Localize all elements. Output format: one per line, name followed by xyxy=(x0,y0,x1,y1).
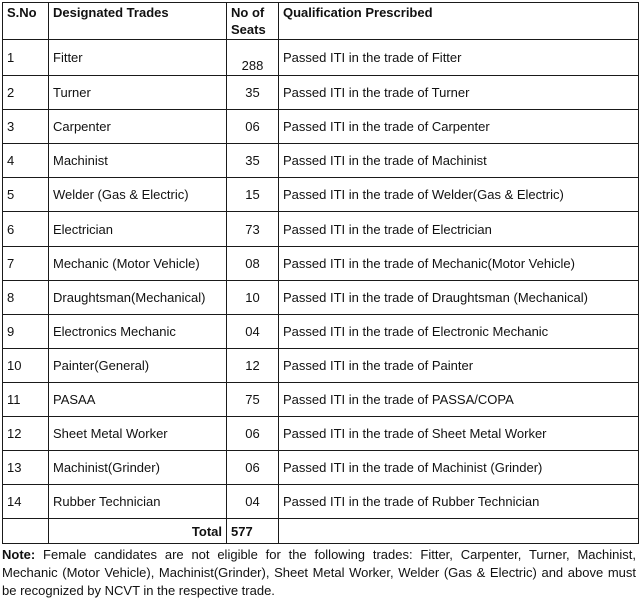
row-seats: 06 xyxy=(227,110,279,144)
row-trade: Rubber Technician xyxy=(49,485,227,519)
row-sno: 8 xyxy=(3,280,49,314)
header-qualification: Qualification Prescribed xyxy=(279,3,639,40)
row-qualification: Passed ITI in the trade of Welder(Gas & Electric) xyxy=(279,178,639,212)
row-seats: 06 xyxy=(227,417,279,451)
row-trade: Electronics Mechanic xyxy=(49,314,227,348)
table-row xyxy=(3,451,639,485)
table-row xyxy=(3,246,639,280)
table-row xyxy=(3,178,639,212)
row-trade: Machinist(Grinder) xyxy=(49,451,227,485)
row-sno: 3 xyxy=(3,110,49,144)
row-qualification: Passed ITI in the trade of Painter xyxy=(279,348,639,382)
total-label: Total xyxy=(49,519,227,544)
total-row xyxy=(3,519,639,544)
row-sno: 12 xyxy=(3,417,49,451)
row-sno: 2 xyxy=(3,76,49,110)
table-row xyxy=(3,144,639,178)
row-seats: 04 xyxy=(227,485,279,519)
row-qualification: Passed ITI in the trade of Rubber Technician xyxy=(279,485,639,519)
row-seats: 73 xyxy=(227,212,279,246)
note-text: Female candidates are not eligible for the following trades: Fitter, Carpenter, Turner, Machinist, Mechanic (Motor Vehicle), Machinist(Grinder), Sheet Metal Worker, Welder (Gas & Electric) and above must be recognized by NCVT in the respective trade. xyxy=(2,547,636,598)
table-row xyxy=(3,485,639,519)
table-row xyxy=(3,280,639,314)
row-seats: 08 xyxy=(227,246,279,280)
row-sno: 5 xyxy=(3,178,49,212)
row-seats: 75 xyxy=(227,382,279,416)
total-blank-cell xyxy=(3,519,49,544)
row-trade: Draughtsman(Mechanical) xyxy=(49,280,227,314)
row-sno: 11 xyxy=(3,382,49,416)
trades-table xyxy=(2,2,639,544)
table-row xyxy=(3,76,639,110)
row-qualification: Passed ITI in the trade of Electrician xyxy=(279,212,639,246)
row-trade: Welder (Gas & Electric) xyxy=(49,178,227,212)
row-qualification: Passed ITI in the trade of Sheet Metal Worker xyxy=(279,417,639,451)
row-sno: 4 xyxy=(3,144,49,178)
row-qualification: Passed ITI in the trade of Carpenter xyxy=(279,110,639,144)
row-seats: 288 xyxy=(227,40,279,76)
row-trade: Fitter xyxy=(49,40,227,76)
total-blank-cell-right xyxy=(279,519,639,544)
row-qualification: Passed ITI in the trade of Electronic Mechanic xyxy=(279,314,639,348)
row-trade: Electrician xyxy=(49,212,227,246)
row-sno: 1 xyxy=(3,40,49,76)
row-trade: Machinist xyxy=(49,144,227,178)
total-value: 577 xyxy=(227,519,279,544)
table-row xyxy=(3,314,639,348)
row-seats: 35 xyxy=(227,76,279,110)
table-row xyxy=(3,417,639,451)
table-row xyxy=(3,40,639,76)
row-qualification: Passed ITI in the trade of Draughtsman (Mechanical) xyxy=(279,280,639,314)
row-trade: Turner xyxy=(49,76,227,110)
row-seats: 12 xyxy=(227,348,279,382)
row-qualification: Passed ITI in the trade of Fitter xyxy=(279,40,639,76)
table-row xyxy=(3,382,639,416)
row-seats: 10 xyxy=(227,280,279,314)
row-qualification: Passed ITI in the trade of Mechanic(Motor Vehicle) xyxy=(279,246,639,280)
header-designated-trades: Designated Trades xyxy=(49,3,227,40)
table-header-row xyxy=(3,3,639,40)
row-trade: Mechanic (Motor Vehicle) xyxy=(49,246,227,280)
row-trade: PASAA xyxy=(49,382,227,416)
table-row xyxy=(3,212,639,246)
table-row xyxy=(3,110,639,144)
row-sno: 9 xyxy=(3,314,49,348)
table-row xyxy=(3,348,639,382)
row-seats: 04 xyxy=(227,314,279,348)
row-qualification: Passed ITI in the trade of Machinist (Grinder) xyxy=(279,451,639,485)
row-sno: 10 xyxy=(3,348,49,382)
header-no-of-seats: No of Seats xyxy=(227,3,279,40)
row-trade: Painter(General) xyxy=(49,348,227,382)
row-seats: 06 xyxy=(227,451,279,485)
table-body xyxy=(3,40,639,519)
row-sno: 13 xyxy=(3,451,49,485)
note-paragraph xyxy=(2,546,636,600)
row-seats: 15 xyxy=(227,178,279,212)
row-sno: 6 xyxy=(3,212,49,246)
row-trade: Carpenter xyxy=(49,110,227,144)
note-label: Note: xyxy=(2,547,36,562)
row-qualification: Passed ITI in the trade of Turner xyxy=(279,76,639,110)
row-sno: 14 xyxy=(3,485,49,519)
row-sno: 7 xyxy=(3,246,49,280)
row-trade: Sheet Metal Worker xyxy=(49,417,227,451)
row-qualification: Passed ITI in the trade of PASSA/COPA xyxy=(279,382,639,416)
header-sno: S.No xyxy=(3,3,49,40)
row-qualification: Passed ITI in the trade of Machinist xyxy=(279,144,639,178)
row-seats: 35 xyxy=(227,144,279,178)
